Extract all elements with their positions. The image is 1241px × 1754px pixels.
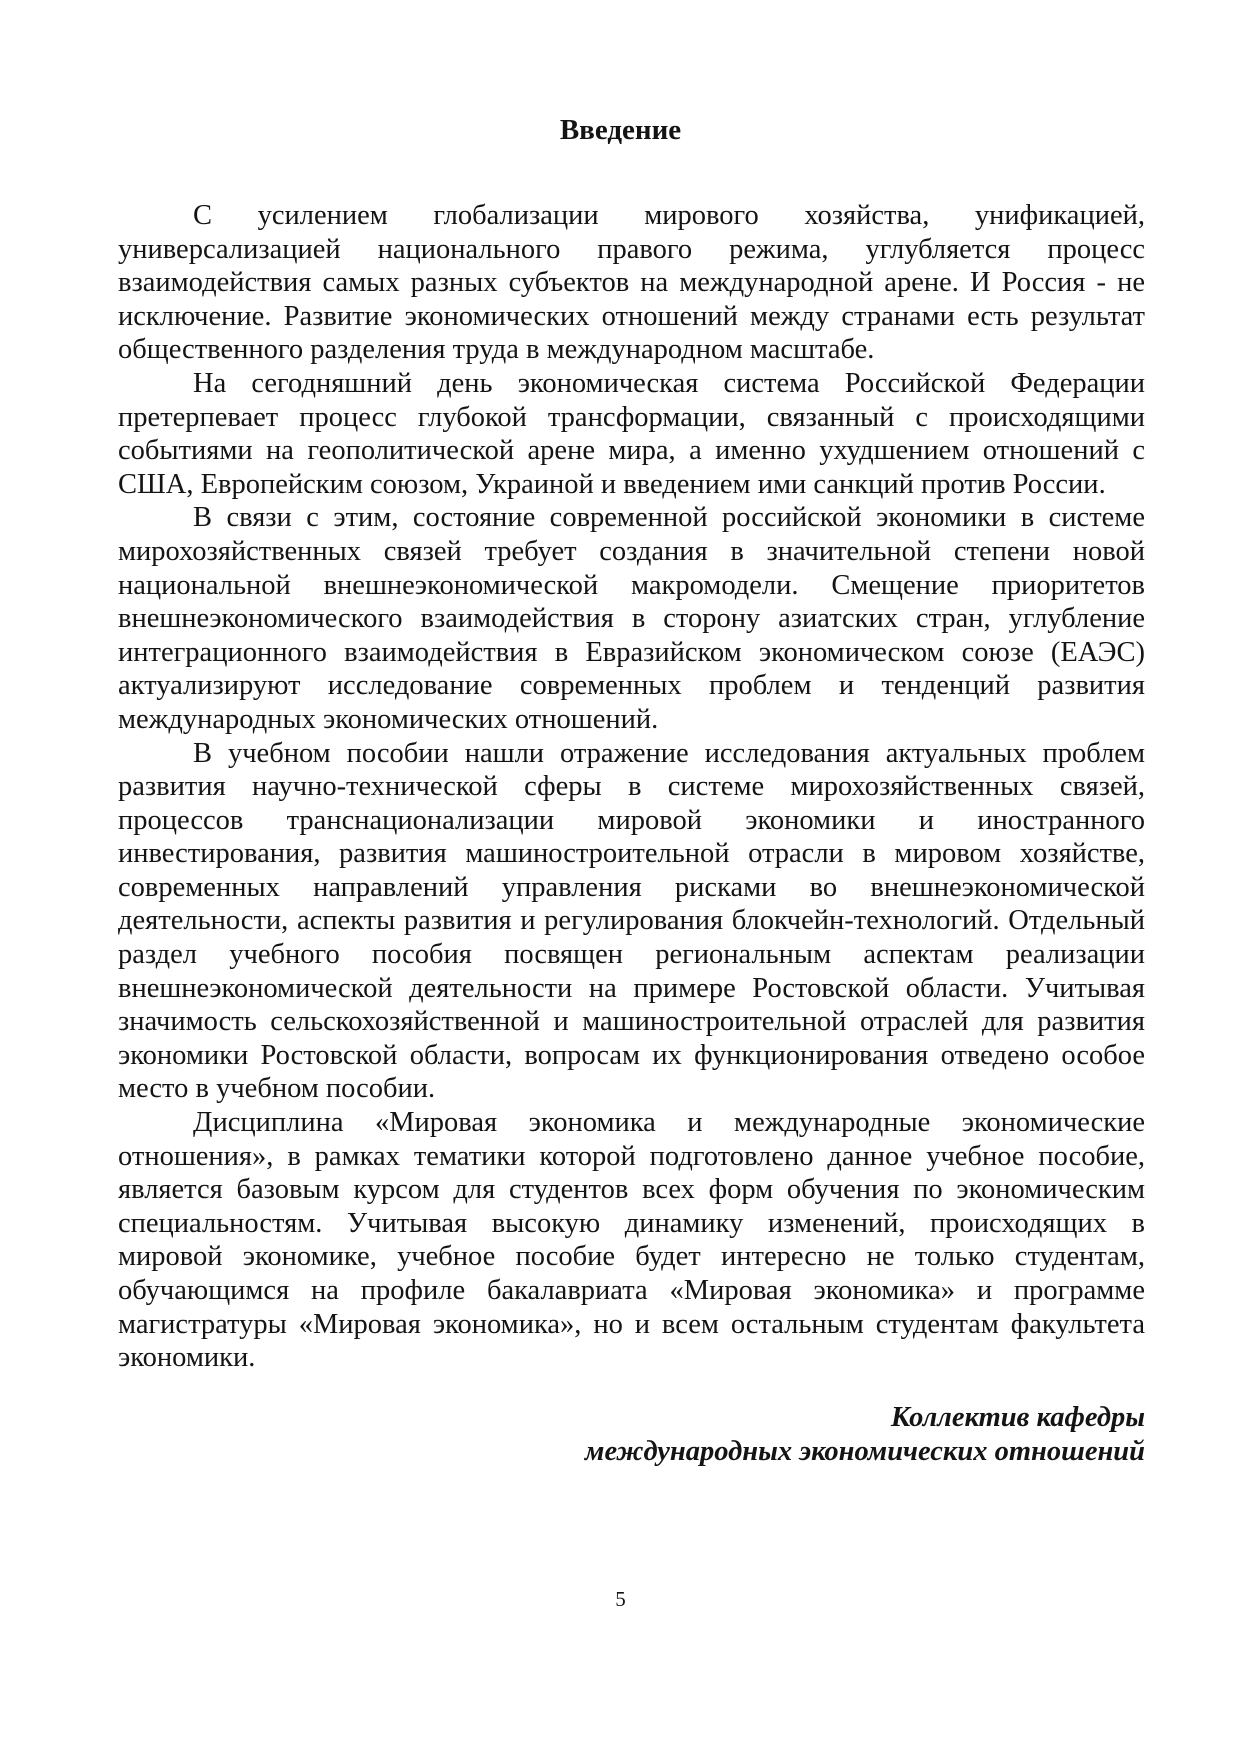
body-text [118, 199, 1145, 1375]
signature-line-2: международных экономических отношений [584, 1435, 1145, 1467]
page-number: 5 [615, 1587, 626, 1611]
page-title: Введение [559, 114, 682, 146]
paragraph: Дисциплина «Мировая экономика и международные экономические отношения», в рамках тематики которой подготовлено данное учебное пособие, является базовым курсом для студентов всех форм обучения по экономическим специальностям. Учитывая высокую динамику изменений, происходящих в мировой экономике, учебное пособие будет интересно не только студентам, обучающимся на профиле бакалавриата «Мировая экономика» и программе магистратуры «Мировая экономика», но и всем остальным студентам факультета экономики. [118, 1107, 1145, 1374]
paragraph: В учебном пособии нашли отражение исследования актуальных проблем развития научно-технической сферы в системе мирохозяйственных связей, процессов транснационализации мировой экономики и иностранного инвестирования, развития машиностроительной отрасли в мировом хозяйстве, современных направлений управления рисками во внешнеэкономической деятельности, аспекты развития и регулирования блокчейн-технологий. Отдельный раздел учебного пособия посвящен региональным аспектам реализации внешнеэкономической деятельности на примере Ростовской области. Учитывая значимость сельскохозяйственной и машиностроительной отраслей для развития экономики Ростовской области, вопросам их функционирования отведено особое место в учебном пособии. [118, 737, 1145, 1105]
paragraph: На сегодняшний день экономическая система Российской Федерации претерпевает процесс глубокой трансформации, связанный с происходящими событиями на геополитической арене мира, а именно ухудшением отношений с США, Европейским союзом, Украиной и введением ими санкций против России. [118, 367, 1145, 500]
paragraph: С усилением глобализации мирового хозяйства, унификацией, универсализацией национального правого режима, углубляется процесс взаимодействия самых разных субъектов на международной арене. И Россия - не исключение. Развитие экономических отношений между странами есть результат общественного разделения труда в международном масштабе. [118, 200, 1145, 366]
signature-line-1: Коллектив кафедры [890, 1402, 1145, 1433]
paragraph: В связи с этим, состояние современной российской экономики в системе мирохозяйственных связей требует создания в значительной степени новой национальной внешнеэкономической макромодели. Смещение приоритетов внешнеэкономического взаимодействия в сторону азиатских стран, углубление интеграционного взаимодействия в Евразийском экономическом союзе (ЕАЭС) актуализируют исследование современных проблем и тенденций развития международных экономических отношений. [118, 502, 1145, 735]
signature-block [585, 1401, 1145, 1468]
